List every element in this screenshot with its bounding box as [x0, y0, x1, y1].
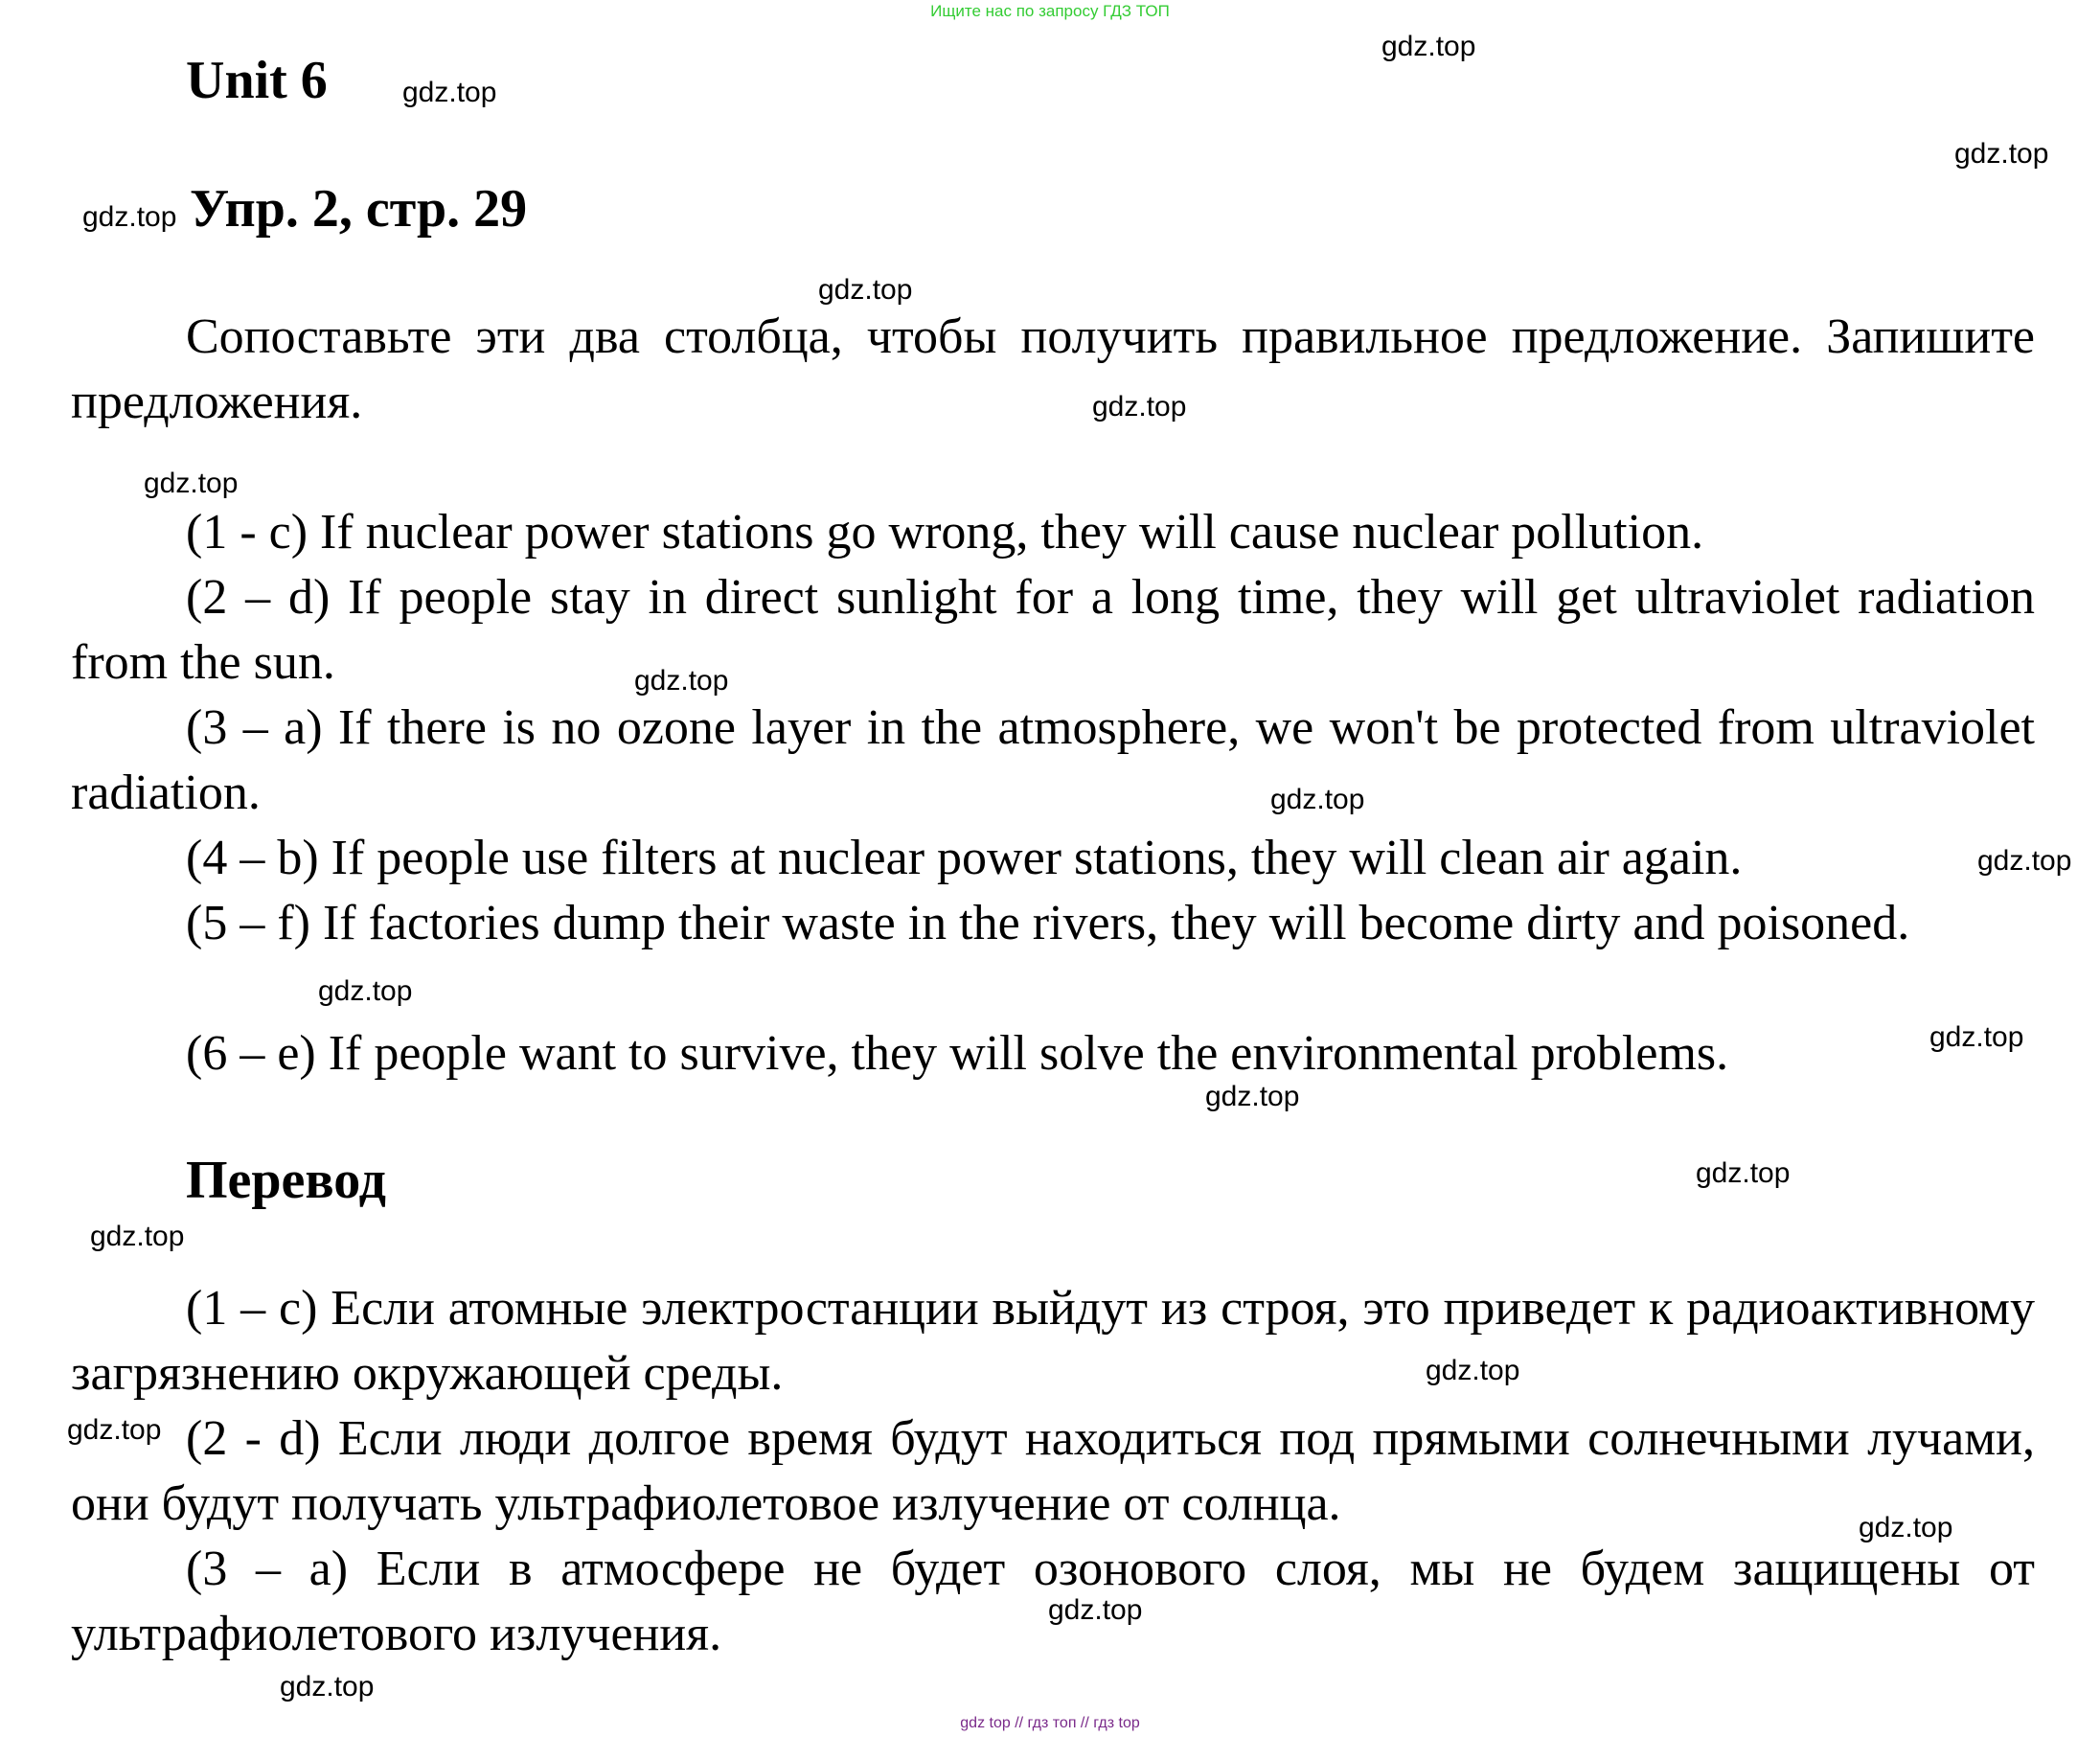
answer-1: (1 - c) If nuclear power stations go wrong, they will cause nuclear pollution.	[186, 505, 1704, 560]
translation-2: (2 - d) Если люди долгое время будут находиться под прямыми солнечными лучами, они будут получать ультрафиолетовое излучение от солнца.	[71, 1411, 2035, 1531]
translation-3: (3 – a) Если в атмосфере не будет озонового слоя, мы не будем защищены от ультрафиолетового излучения.	[71, 1542, 2035, 1661]
answer-3: (3 – a) If there is no ozone layer in the atmosphere, we won't be protected from ultraviolet radiation.	[71, 700, 2035, 820]
watermark: gdz.top	[144, 468, 239, 499]
watermark: gdz.top	[318, 975, 413, 1007]
watermark: gdz.top	[1696, 1157, 1791, 1189]
watermark: gdz.top	[1048, 1594, 1143, 1626]
watermark: gdz.top	[634, 665, 729, 697]
answer-4: (4 – b) If people use filters at nuclear power stations, they will clean air again.	[186, 831, 1743, 885]
translation-title: Перевод	[186, 1151, 386, 1210]
exercise-title: Упр. 2, стр. 29	[190, 179, 528, 239]
watermark: gdz.top	[1426, 1355, 1520, 1386]
watermark: gdz.top	[1954, 138, 2049, 170]
answer-2: (2 – d) If people stay in direct sunlight for a long time, they will get ultraviolet radiation from the sun.	[71, 570, 2035, 690]
watermark: gdz.top	[82, 201, 177, 233]
unit-title: Unit 6	[186, 51, 328, 110]
watermark: gdz.top	[90, 1221, 185, 1252]
translation-1: (1 – c) Если атомные электростанции выйдут из строя, это приведет к радиоактивному загрязнению окружающей среды.	[71, 1281, 2035, 1401]
answer-5: (5 – f) If factories dump their waste in the rivers, they will become dirty and poisoned.	[186, 896, 1910, 950]
watermark: gdz.top	[818, 274, 913, 306]
top-banner: Ищите нас по запросу ГДЗ ТОП	[930, 2, 1170, 20]
watermark: gdz.top	[1092, 391, 1187, 423]
watermark: gdz.top	[1929, 1021, 2024, 1053]
watermark: gdz.top	[402, 77, 497, 108]
watermark: gdz.top	[1270, 784, 1365, 815]
watermark: gdz.top	[67, 1414, 162, 1446]
watermark: gdz.top	[1205, 1081, 1300, 1112]
answer-6: (6 – e) If people want to survive, they will solve the environmental problems.	[186, 1026, 1729, 1081]
bottom-banner: gdz top // гдз топ // гдз top	[960, 1715, 1140, 1731]
watermark: gdz.top	[1859, 1512, 1953, 1543]
watermark: gdz.top	[1381, 31, 1476, 62]
instruction-text: Сопоставьте эти два столбца, чтобы получить правильное предложение. Запишите предложения.	[71, 309, 2035, 429]
watermark: gdz.top	[1977, 845, 2072, 877]
watermark: gdz.top	[280, 1671, 375, 1703]
